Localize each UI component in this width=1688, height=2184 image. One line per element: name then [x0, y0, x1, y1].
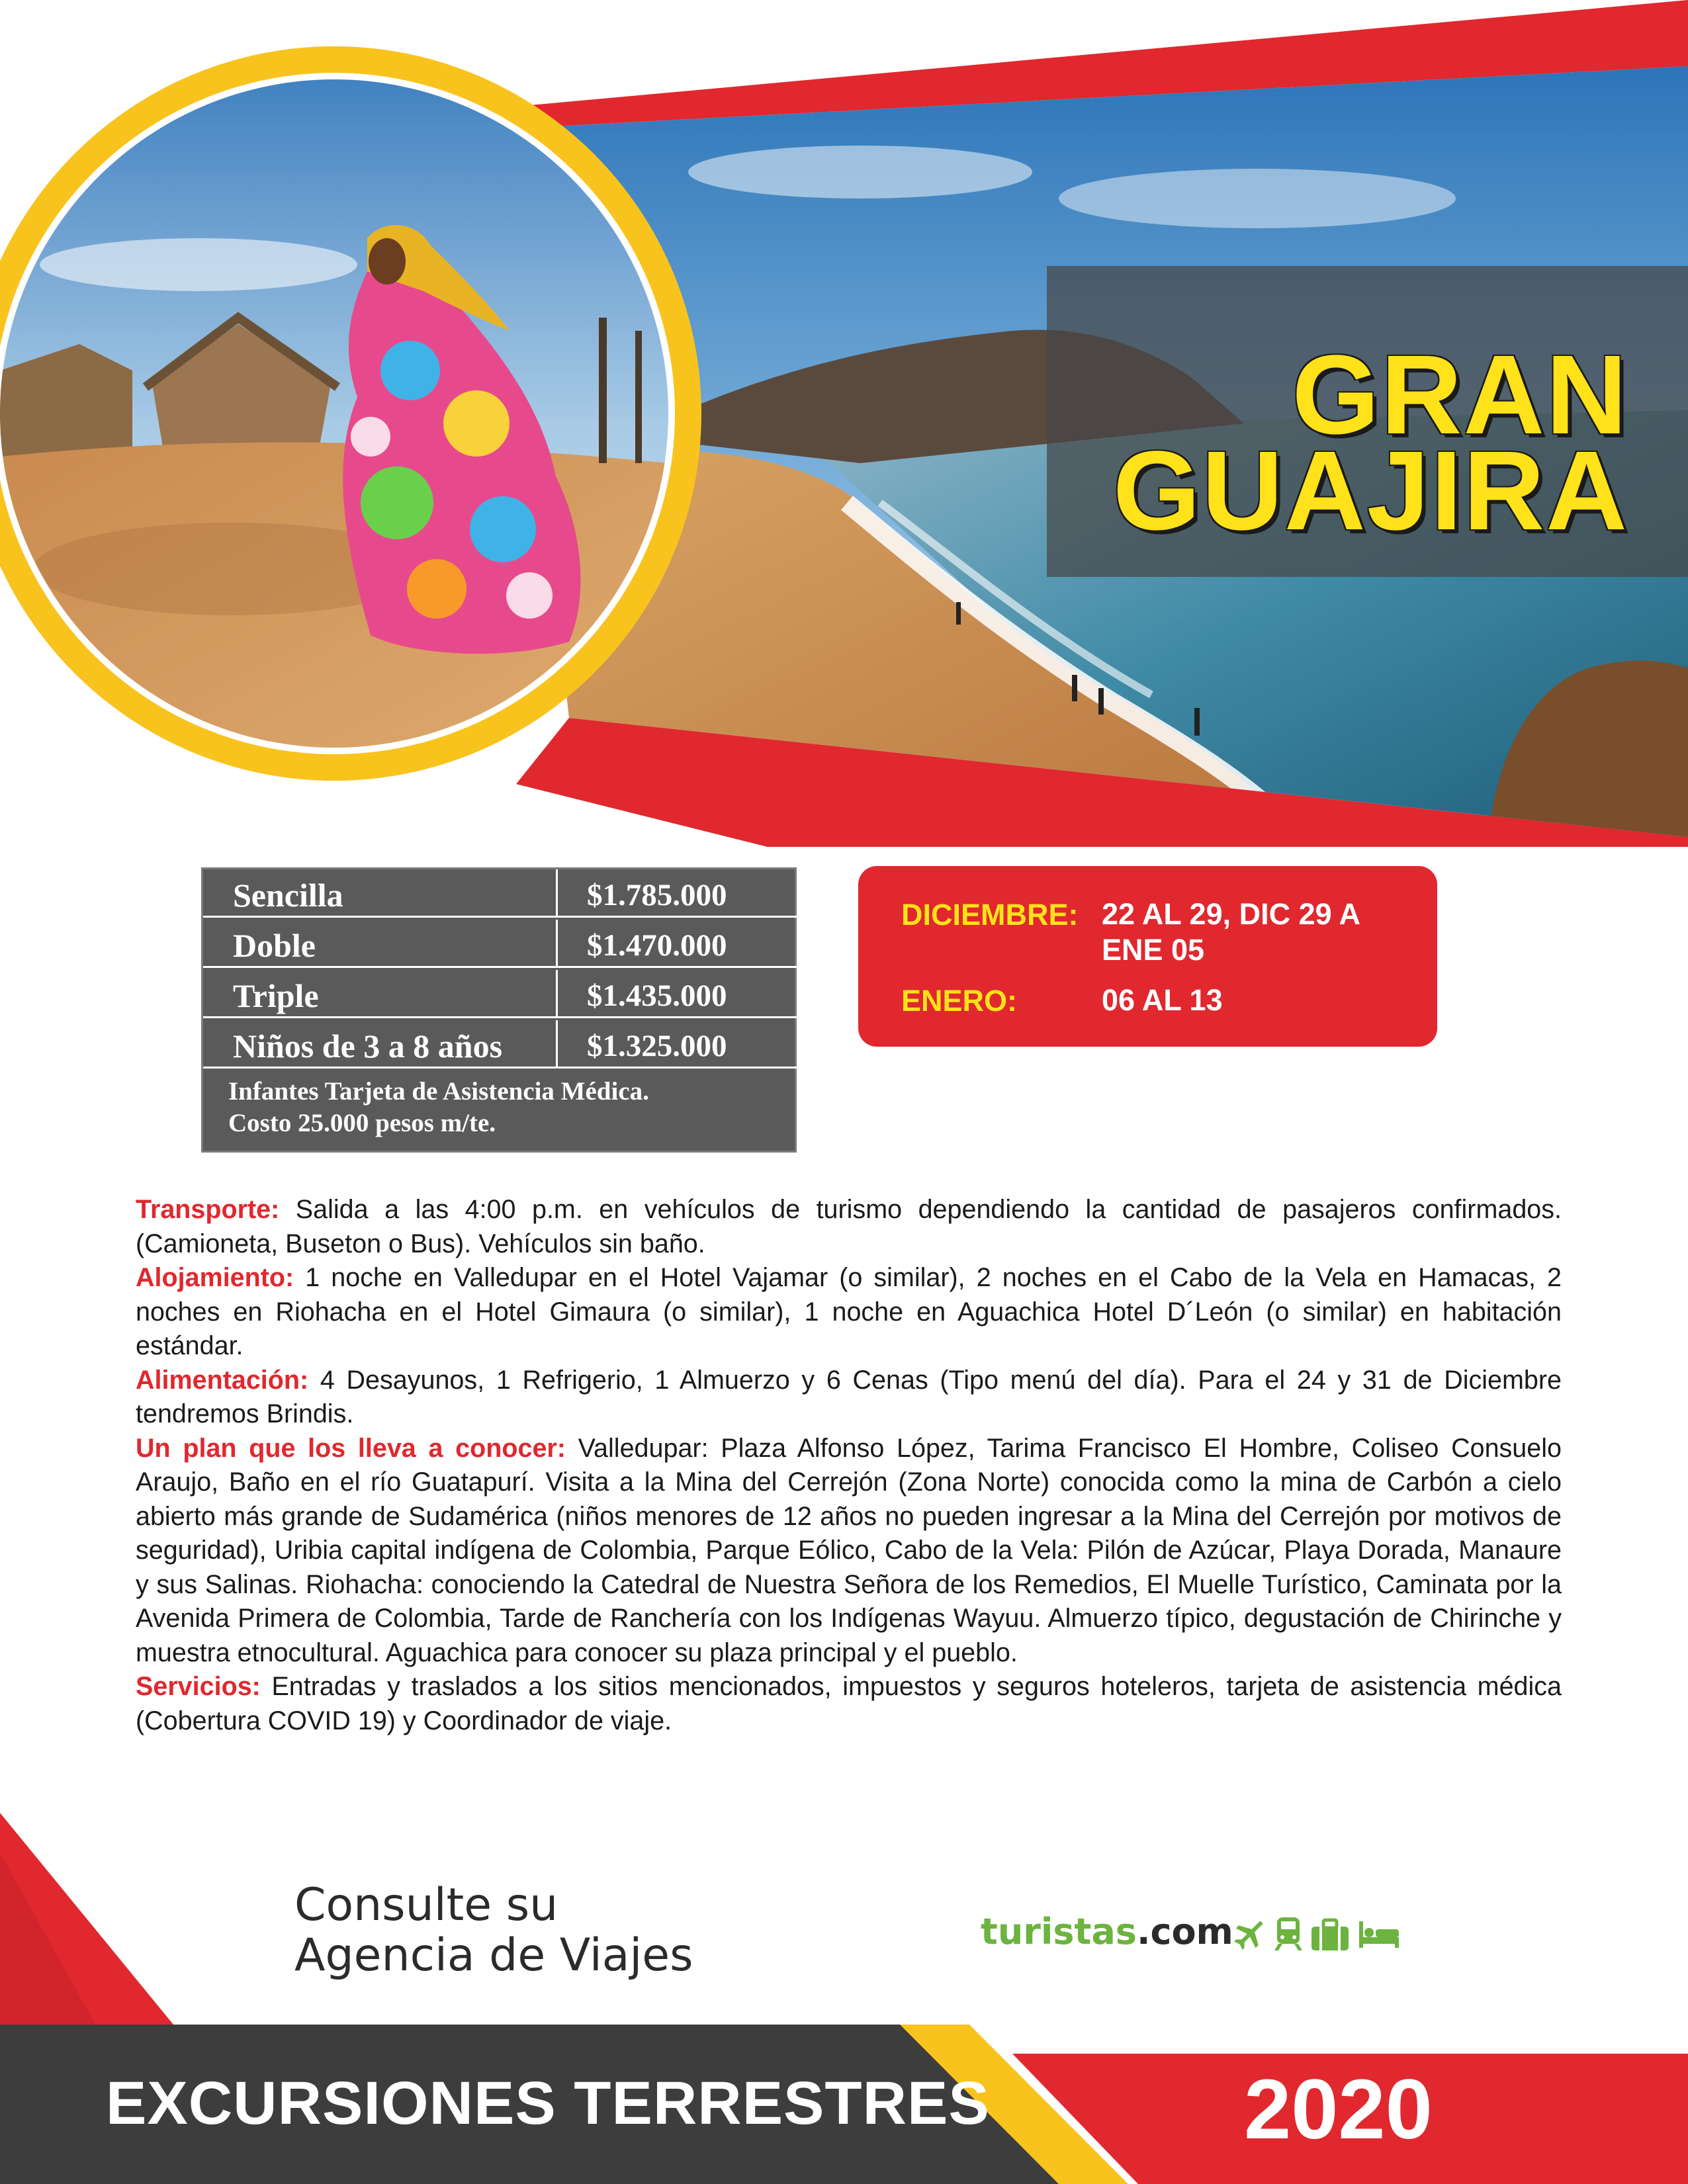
brand-name: turistas: [981, 1911, 1137, 1952]
consult-line2: Agencia de Viajes: [294, 1929, 693, 1982]
price-row-label: Sencilla: [233, 877, 343, 914]
price-row-label: Triple: [233, 977, 319, 1014]
column-divider: [556, 920, 558, 968]
servicios-label: Servicios:: [136, 1672, 261, 1701]
airplane-icon: [1229, 1915, 1272, 1952]
servicios-text: Entradas y traslados a los sitios mencionados, impuestos y seguros hoteleros, tarjeta de asistencia médica (Cobertura COVID 19) y Coordinador de viaje.: [136, 1672, 1562, 1735]
train-icon: [1274, 1917, 1302, 1950]
price-row-value: $1.325.000: [587, 1029, 727, 1063]
alimentacion-paragraph: [136, 1364, 1562, 1432]
price-row-value: $1.470.000: [587, 928, 727, 963]
transporte-label: Transporte:: [136, 1195, 280, 1224]
servicios-paragraph: [136, 1670, 1562, 1738]
brand-logo: [981, 1911, 1233, 1952]
plan-text: Valledupar: Plaza Alfonso López, Tarima Francisco El Hombre, Coliseo Consuelo Araujo, Baño en el río Guatapurí. Visita a la Mina del Cerrejón (Zona Norte) conocida como la mina de Carbón a cielo abierto más grande de Sudamérica (niños menores de 12 años no pueden ingresar a la Mina del Cerrejón por motivos de seguridad), Uribia capital indígena de Colombia, Parque Eólico, Cabo de la Vela: Pilón de Azúcar, Playa Dorada, Manaure y sus Salinas. Riohacha: conociendo la Catedral de Nuestra Señora de los Remedios, El Muelle Turístico, Caminata por la Avenida Primera de Colombia, Tarde de Ranchería con los Indígenas Wayuu. Almuerzo típico, degustación de Chirinche y muestra etnocultural. Aguachica para conocer su plaza principal y el pueblo.: [136, 1433, 1562, 1667]
price-table: [201, 867, 797, 1153]
price-row-triple: [203, 970, 799, 1018]
dates-january-value: 06 AL 13: [1102, 983, 1223, 1017]
consult-agency-text: [294, 1880, 824, 1981]
dates-december-label: DICIEMBRE:: [901, 898, 1079, 932]
alojamiento-label: Alojamiento:: [136, 1263, 294, 1292]
alimentacion-text: 4 Desayunos, 1 Refrigerio, 1 Almuerzo y 6 Cenas (Tipo menú del día). Para el 24 y 31 de Diciembre tendremos Brindis.: [136, 1365, 1562, 1428]
tour-description: [136, 1193, 1562, 1738]
consult-line1: Consulte su: [294, 1879, 558, 1931]
title-box: [1047, 266, 1688, 577]
transporte-paragraph: [136, 1193, 1562, 1261]
column-divider: [556, 869, 558, 918]
column-divider: [556, 1020, 558, 1069]
alojamiento-paragraph: [136, 1261, 1562, 1364]
plan-paragraph: [136, 1432, 1562, 1671]
transporte-text: Salida a las 4:00 p.m. en vehículos de turismo dependiendo la cantidad de pasajeros confirmados. (Camioneta, Buseton o Bus). Vehículos sin baño.: [136, 1195, 1562, 1258]
column-divider: [556, 970, 558, 1018]
brand-icons: [1229, 1915, 1401, 1952]
price-row-value: $1.785.000: [587, 878, 727, 912]
brand-tld: .com: [1136, 1911, 1233, 1952]
price-note: [228, 1076, 784, 1139]
price-note-line1: Infantes Tarjeta de Asistencia Médica.: [228, 1077, 649, 1106]
page-title-line1: GRAN: [1292, 332, 1628, 458]
footer-year: 2020: [1244, 2062, 1433, 2157]
alimentacion-label: Alimentación:: [136, 1365, 309, 1395]
bed-icon: [1359, 1921, 1399, 1948]
price-row-label: Doble: [233, 927, 316, 964]
hero-banner: [0, 0, 1688, 847]
alojamiento-text: 1 noche en Valledupar en el Hotel Vajamar (o similar), 2 noches en el Cabo de la Vela en Hamacas, 2 noches en Riohacha en el Hotel Gimaura (o similar), 1 noche en Aguachica Hotel D´León (o similar) en habitación estándar.: [136, 1263, 1562, 1360]
footer-category: EXCURSIONES TERRESTRES: [106, 2070, 990, 2137]
suitcase-icon: [1311, 1920, 1349, 1950]
price-row-value: $1.435.000: [587, 979, 727, 1013]
price-row-label: Niños de 3 a 8 años: [233, 1027, 503, 1065]
dates-december-value: 22 AL 29, DIC 29 A ENE 05: [1102, 897, 1360, 967]
price-row-sencilla: [203, 869, 799, 918]
dates-box: [858, 866, 1437, 1047]
price-row-ninos: [203, 1020, 799, 1069]
dates-january-label: ENERO:: [901, 984, 1018, 1018]
plan-label: Un plan que los lleva a conocer:: [136, 1433, 566, 1463]
page-title-line2: GUAJIRA: [1112, 428, 1628, 554]
price-row-doble: [203, 920, 799, 968]
price-note-line2: Costo 25.000 pesos m/te.: [228, 1109, 496, 1137]
